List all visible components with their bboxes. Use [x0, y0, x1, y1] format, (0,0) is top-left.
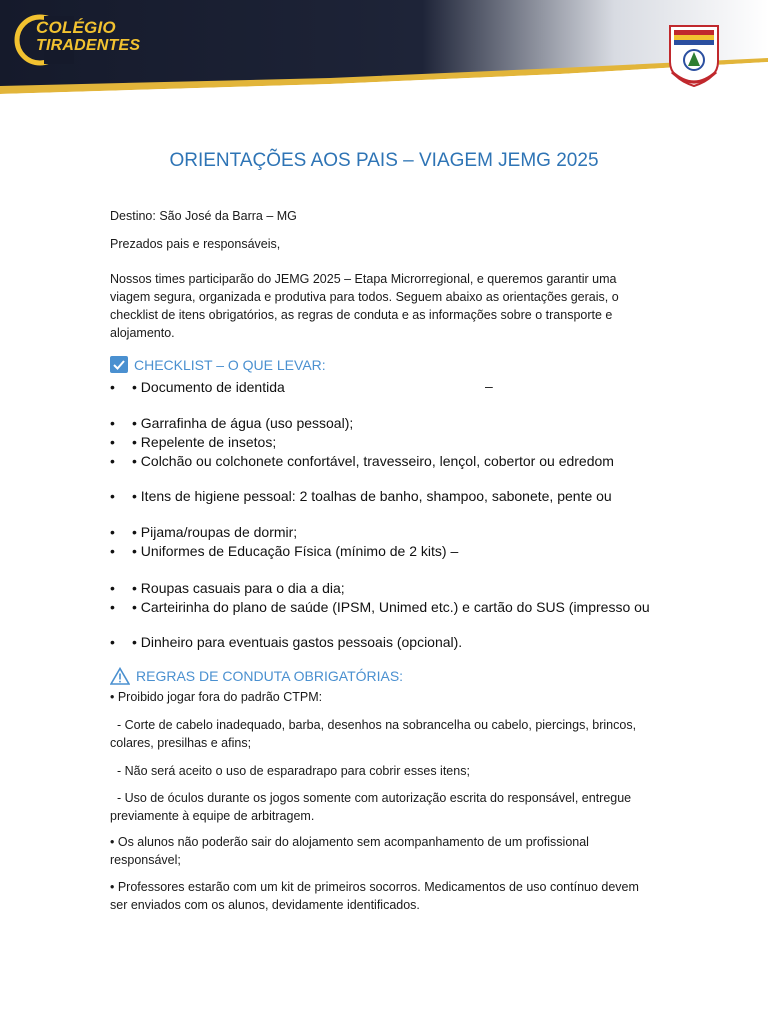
logo-text-colegio: COLÉGIO [36, 18, 116, 37]
rule-item: • Professores estarão com um kit de primeiros socorros. Medicamentos de uso contínuo devem ser enviados com os alunos, devidamente identificados. [110, 880, 639, 912]
page-header [0, 0, 768, 100]
intro-paragraph: Nossos times participarão do JEMG 2025 – Etapa Microrregional, e queremos garantir uma viagem segura, organizada e produtiva para todos. Seguem abaixo as orientações gerais, o checklist de itens obrigatórios, as regras de conduta e as informações sobre o transporte e alojamento. [110, 272, 619, 340]
checkmark-icon [110, 356, 128, 373]
rule-sub-item: - Corte de cabelo inadequado, barba, desenhos na sobrancelha ou cabelo, piercings, brincos, colares, presilhas e afins; [110, 718, 640, 750]
warning-icon [110, 667, 130, 685]
rule-sub-item: - Uso de óculos durante os jogos somente com autorização escrita do responsável, entregue previamente à equipe de arbitragem. [110, 791, 635, 823]
document-title: ORIENTAÇÕES AOS PAIS – VIAGEM JEMG 2025 [169, 150, 599, 171]
greeting-line: Prezados pais e responsáveis, [110, 237, 281, 251]
logo-text-tiradentes: TIRADENTES [36, 37, 141, 54]
checklist-heading-text: CHECKLIST – O QUE LEVAR: [134, 356, 326, 373]
rule-sub-item: - Não será aceito o uso de esparadrapo para cobrir esses itens; [110, 764, 470, 778]
rules-heading-text: REGRAS DE CONDUTA OBRIGATÓRIAS: [136, 668, 404, 684]
checklist-heading [110, 356, 326, 373]
school-logo [14, 10, 144, 70]
destination-line: Destino: São José da Barra – MG [110, 209, 297, 223]
rule-item: • Proibido jogar fora do padrão CTPM: [110, 690, 323, 704]
crest-emblem-icon [664, 22, 724, 88]
rule-item: • Os alunos não poderão sair do alojamento sem acompanhamento de um profissional responsável; [110, 835, 589, 867]
checklist-dash: – [485, 378, 493, 394]
rules-heading [110, 667, 403, 685]
